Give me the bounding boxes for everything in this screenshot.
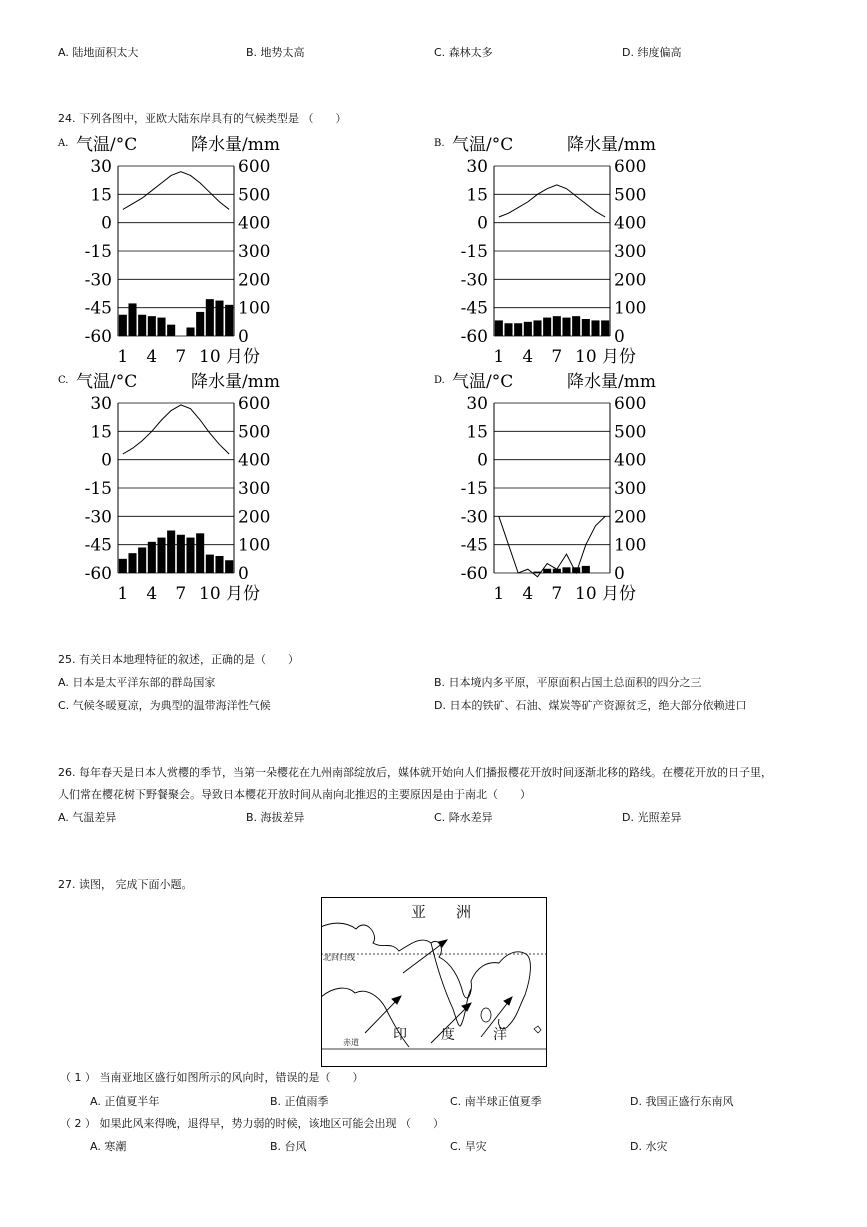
precip-bar [582,319,590,336]
temp-axis-title: 气温/°C [452,372,514,392]
q26-option-a[interactable]: A. 气温差异 [58,811,117,824]
temp-tick-label: 15 [466,422,488,443]
precip-tick-label: 600 [238,394,271,414]
month-tick-label: 1 [493,584,505,604]
precip-bar [128,553,136,573]
q27-sub1-option-d[interactable]: D. 我国正盛行东南风 [630,1095,734,1108]
q25-option-a[interactable]: A. 日本是太平洋东部的群岛国家 [58,676,216,689]
month-tick-label: 10 [575,584,597,604]
month-tick-label: 10 [575,347,597,367]
precip-bar [157,538,165,573]
temp-tick-label: 30 [90,157,112,177]
precip-bar [196,312,204,336]
precip-bar [562,567,570,573]
temp-tick-label: -15 [460,479,488,499]
temp-tick-label: -45 [460,298,488,319]
equator-label: 赤道 [343,1038,359,1047]
q24-stem: 24. 下列各图中，亚欧大陆东岸具有的气候类型是 （ ） [58,112,347,125]
temperature-line [123,172,229,210]
precip-tick-label: 100 [614,535,647,556]
precip-tick-label: 300 [614,242,647,262]
q27-sub2-option-c[interactable]: C. 旱灾 [450,1140,487,1153]
temp-axis-title: 气温/°C [452,135,514,155]
temp-tick-label: -30 [460,507,488,528]
month-tick-label: 4 [522,584,534,604]
precip-tick-label: 100 [238,535,271,556]
q25-option-c[interactable]: C. 气候冬暖夏凉，为典型的温带海洋性气候 [58,699,271,712]
temp-tick-label: -60 [84,327,112,347]
temp-tick-label: 15 [90,422,112,443]
precip-axis-title: 降水量/mm [191,135,280,155]
precip-bar [128,303,136,336]
precip-bar [582,566,590,573]
precip-bar [148,316,156,336]
precip-tick-label: 500 [238,422,271,443]
asia-label: 亚 洲 [411,903,472,921]
precip-bar [167,531,175,574]
precip-tick-label: 300 [614,479,647,499]
precip-tick-label: 300 [238,479,271,499]
temp-tick-label: 0 [477,213,488,234]
climate-chart-d[interactable] [432,369,732,609]
chart-option-letter: A. [58,138,69,149]
climate-chart-c[interactable] [56,369,356,609]
precip-bar [186,328,194,337]
q27-sub1-option-c[interactable]: C. 南半球正值夏季 [450,1095,542,1108]
temp-tick-label: 0 [101,213,112,234]
precip-bar [206,299,214,336]
q27-sub1-option-b[interactable]: B. 正值雨季 [270,1095,329,1108]
temperature-line [499,185,605,217]
month-tick-label: 4 [146,347,158,367]
q23-option-a[interactable]: A. 陆地面积太大 [58,46,139,59]
month-tick-label: 1 [117,347,129,367]
precip-tick-label: 500 [614,422,647,443]
month-axis-title: 月份 [602,584,636,604]
precip-bar [543,318,551,336]
temp-tick-label: -30 [460,270,488,291]
precip-bar [601,320,609,336]
month-tick-label: 10 [199,584,221,604]
temp-tick-label: -45 [460,535,488,556]
precip-tick-label: 200 [238,507,271,528]
q26-option-b[interactable]: B. 海拔差异 [246,811,305,824]
precip-tick-label: 600 [238,157,271,177]
q26-option-c[interactable]: C. 降水差异 [434,811,493,824]
month-tick-label: 4 [522,347,534,367]
precip-bar [138,548,146,574]
month-tick-label: 7 [551,584,563,604]
precip-bar [495,320,503,336]
temp-axis-title: 气温/°C [76,372,138,392]
precip-tick-label: 0 [614,327,625,347]
precip-tick-label: 0 [238,327,249,347]
temp-tick-label: -60 [84,564,112,584]
precip-bar [177,535,185,573]
chart-option-letter: B. [434,138,445,149]
precip-tick-label: 200 [614,507,647,528]
climate-chart-b[interactable] [432,132,732,372]
q23-option-d[interactable]: D. 纬度偏高 [622,46,682,59]
q27-sub1-option-a[interactable]: A. 正值夏半年 [90,1095,160,1108]
tropic-label: 北回归线 [323,953,355,962]
precip-tick-label: 300 [238,242,271,262]
precip-bar [138,315,146,336]
temp-tick-label: -30 [84,270,112,291]
south-asia-monsoon-map [321,897,547,1067]
q26-stem-line1: 26. 每年春天是日本人赏樱的季节，当第一朵樱花在九州南部绽放后，媒体就开始向人们播报樱花开放时间逐渐北移的路线。在樱花开放的日子里， [58,766,772,779]
temp-tick-label: -45 [84,535,112,556]
q27-sub2-option-a[interactable]: A. 寒潮 [90,1140,127,1153]
q23-option-c[interactable]: C. 森林太多 [434,46,493,59]
temp-tick-label: 15 [466,185,488,206]
q27-sub2-stem: （ 2 ） 如果此风来得晚，退得早，势力弱的时候，该地区可能会出现 （ ） [60,1117,444,1130]
month-tick-label: 7 [175,347,187,367]
temp-tick-label: -15 [460,242,488,262]
precip-axis-title: 降水量/mm [567,372,656,392]
ocean-char-3: 洋 [493,1027,507,1043]
temperature-line [123,405,229,454]
q27-stem: 27. 读图， 完成下面小题。 [58,878,193,891]
month-axis-title: 月份 [602,347,636,367]
month-tick-label: 10 [199,347,221,367]
precip-axis-title: 降水量/mm [567,135,656,155]
precip-bar [215,556,223,573]
q27-sub2-option-d[interactable]: D. 水灾 [630,1140,668,1153]
precip-tick-label: 400 [614,450,647,471]
climate-chart-a[interactable] [56,132,356,372]
temp-tick-label: 0 [477,450,488,471]
q27-sub1-stem: （ 1 ） 当南亚地区盛行如图所示的风向时，错误的是（ ） [60,1071,364,1084]
q25-stem: 25. 有关日本地理特征的叙述，正确的是（ ） [58,653,299,666]
temp-tick-label: -30 [84,507,112,528]
chart-option-letter: C. [58,375,69,386]
temp-axis-title: 气温/°C [76,135,138,155]
month-tick-label: 4 [146,584,158,604]
month-axis-title: 月份 [226,584,260,604]
precip-tick-label: 600 [614,157,647,177]
temp-tick-label: -60 [460,564,488,584]
precip-tick-label: 600 [614,394,647,414]
precip-tick-label: 100 [614,298,647,319]
precip-bar [533,320,541,336]
month-axis-title: 月份 [226,347,260,367]
precip-bar [572,316,580,336]
precip-bar [167,325,175,336]
precip-tick-label: 100 [238,298,271,319]
ocean-char-1: 印 [393,1027,407,1043]
chart-svg [432,132,732,372]
precip-tick-label: 400 [238,213,271,234]
precip-bar [225,305,233,336]
precip-bar [514,323,522,336]
precip-tick-label: 200 [238,270,271,291]
precip-tick-label: 0 [238,564,249,584]
precip-tick-label: 400 [238,450,271,471]
chart-svg [432,369,732,609]
precip-bar [119,315,127,336]
q27-sub2-option-b[interactable]: B. 台风 [270,1140,307,1153]
ocean-char-2: 度 [441,1027,455,1043]
precip-bar [562,318,570,336]
q26-option-d[interactable]: D. 光照差异 [622,811,682,824]
temp-tick-label: 0 [101,450,112,471]
precip-bar [225,560,233,573]
precip-tick-label: 200 [614,270,647,291]
chart-svg [56,132,356,372]
temp-tick-label: -15 [84,479,112,499]
temp-tick-label: 30 [466,157,488,177]
month-tick-label: 1 [493,347,505,367]
month-tick-label: 1 [117,584,129,604]
precip-bar [119,559,127,573]
precip-tick-label: 500 [614,185,647,206]
temp-tick-label: 30 [466,394,488,414]
precip-tick-label: 400 [614,213,647,234]
precip-tick-label: 500 [238,185,271,206]
precip-bar [524,322,532,336]
q25-option-d[interactable]: D. 日本的铁矿、石油、煤炭等矿产资源贫乏，绝大部分依赖进口 [434,699,747,712]
temp-tick-label: 30 [90,394,112,414]
precip-bar [504,323,512,336]
precip-bar [553,316,561,336]
precip-tick-label: 0 [614,564,625,584]
precip-bar [215,301,223,336]
chart-option-letter: D. [434,375,445,386]
precip-bar [186,538,194,573]
precip-bar [543,569,551,573]
month-tick-label: 7 [551,347,563,367]
temp-tick-label: -15 [84,242,112,262]
q23-option-b[interactable]: B. 地势太高 [246,46,305,59]
temp-tick-label: -45 [84,298,112,319]
precip-bar [148,542,156,573]
month-tick-label: 7 [175,584,187,604]
q26-stem-line2: 人们常在樱花树下野餐聚会。导致日本樱花开放时间从南向北推迟的主要原因是由于南北（ ） [58,788,531,801]
q25-option-b[interactable]: B. 日本境内多平原，平原面积占国土总面积的四分之三 [434,676,702,689]
precip-bar [591,320,599,336]
precip-bar [157,318,165,336]
chart-svg [56,369,356,609]
precip-axis-title: 降水量/mm [191,372,280,392]
precip-bar [196,533,204,573]
precip-bar [206,555,214,573]
temp-tick-label: 15 [90,185,112,206]
temp-tick-label: -60 [460,327,488,347]
